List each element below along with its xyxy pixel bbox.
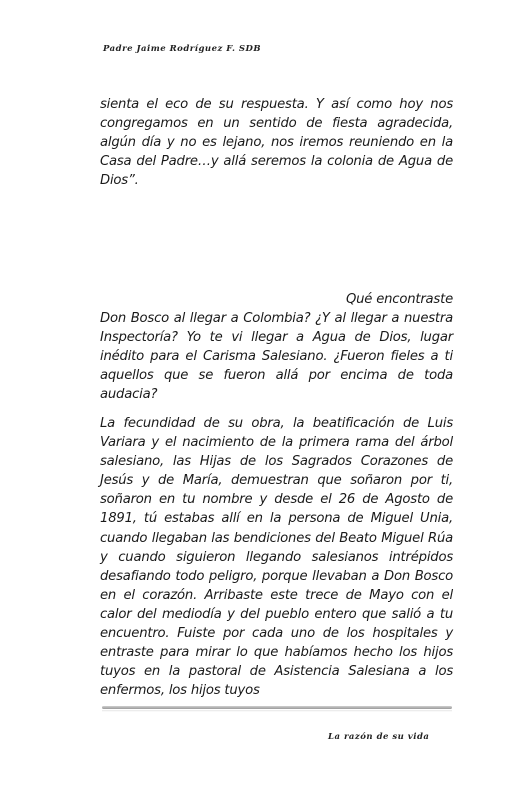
body-paragraph-3: La fecundidad de su obra, la beatificación de Luis Variara y el nacimiento de la primera rama del árbol salesiano, las Hijas de los Sagrados Corazones de Jesús y de María, demuestran que soñaron por ti, soñaron en tu nombre y desde el 26 de Agosto de 1891, tú estabas allí en la persona de Miguel Unia, cuando llegaban las bendiciones del Beato Miguel Rúa y cuando siguieron llegando salesianos intrépidos desafiando todo peligro, porque llevaban a Don Bosco en el corazón. Arribaste este trece de Mayo con el calor del mediodía y del pueblo entero que salió a tu encuentro. Fuiste por cada uno de los hospitales y entraste para mirar lo que habíamos hecho los hijos tuyos en la pastoral de Asistencia Salesiana a los enfermos, los hijos tuyos (100, 416, 453, 699)
page-footer-title: La razón de su vida (328, 732, 430, 742)
body-paragraph-2: Don Bosco al llegar a Colombia? ¿Y al llegar a nuestra Inspectoría? Yo te vi llegar a Agua de Dios, lugar inédito para el Carisma Salesiano. ¿Fueron fieles a ti aquellos que se fueron allá por encima de toda audacia? (100, 311, 453, 403)
footer-divider-shadow (102, 710, 452, 712)
body-paragraph-2-first-line: Qué encontraste (345, 292, 453, 307)
footer-divider (102, 706, 452, 709)
page-header-author: Padre Jaime Rodríguez F. SDB (103, 44, 262, 54)
body-paragraph-1: sienta el eco de su respuesta. Y así como hoy nos congregamos en un sentido de fiesta agradecida, algún día y no es lejano, nos iremos reuniendo en la Casa del Padre…y allá seremos la colonia de Agua de Dios”. (100, 97, 453, 189)
